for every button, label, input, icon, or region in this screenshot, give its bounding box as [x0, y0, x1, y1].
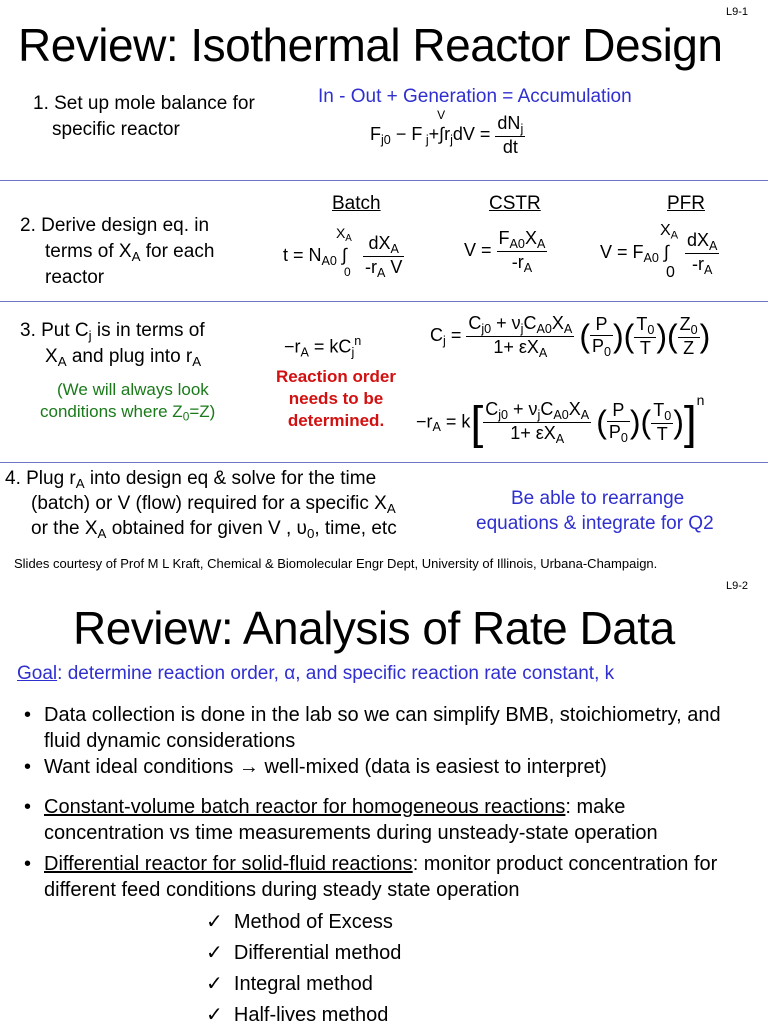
- step-2-line-1: 2. Derive design eq. in: [20, 215, 210, 236]
- pfr-header: PFR: [667, 193, 705, 214]
- blue-note-line-1: Be able to rearrange: [511, 488, 685, 509]
- bullet-item: • Want ideal conditions → well-mixed (data is easiest to interpret): [24, 756, 607, 778]
- divider: [0, 301, 768, 302]
- green-note-line-2: conditions where $Z_0=Z$): [40, 402, 216, 424]
- step-4-line-3: or the $X_A$ obtained for given V , $\upsilon_0$, time, etc: [31, 518, 397, 541]
- step-3-line-1: 3. Put $C_j$ is in terms of: [20, 320, 205, 343]
- step-4-line-2: (batch) or V (flow) required for a specific $X_A$: [31, 493, 396, 516]
- cstr-design-equation: V = $\frac{F_{A0}X_A}{-r_A}$: [464, 228, 546, 275]
- substituted-rate-law: $-r_A = k$[ $\frac{C_{j0} + \nu_jC_{A0}X_A}{1+ \varepsilon X_A}$ ( $\frac{P}{P_0}$ )( $\frac{T_0}{T}$ )]$^n$: [416, 392, 705, 449]
- slide-number: L9-1: [726, 6, 749, 18]
- reaction-order-note: Reaction order needs to be determined.: [276, 367, 396, 430]
- divider: [0, 462, 768, 463]
- step-3-line-2: $X_A$ and plug into $r_A$: [45, 346, 202, 369]
- step-1-line-2: specific reactor: [52, 119, 180, 140]
- checkmark-icon: ✓: [206, 942, 223, 964]
- checkmark-icon: ✓: [206, 1004, 223, 1026]
- mole-balance-words: In - Out + Generation = Accumulation: [318, 86, 632, 107]
- credits: Slides courtesy of Prof M L Kraft, Chemical & Biomolecular Engr Dept, University of Illinois, Urbana-Champaign.: [14, 556, 658, 571]
- checkmark-icon: ✓: [206, 973, 223, 995]
- rate-law: $-r_A = kC_j^n$: [284, 334, 362, 360]
- slide-title: Review: Isothermal Reactor Design: [18, 19, 723, 71]
- mole-balance-equation: $F_{j0} - F$ $_j$+∫ V $r_jdV$ = $\frac{dN_j}{dt}$: [370, 108, 524, 157]
- checkmark-icon: ✓: [206, 911, 223, 933]
- bullet-item: • Data collection is done in the lab so we can simplify BMB, stoichiometry, and fluid dynamic considerations: [24, 704, 721, 752]
- step-2-line-2: terms of $X_A$ for each: [45, 241, 215, 264]
- slide-number: L9-2: [726, 580, 749, 592]
- method-item: ✓ Integral method: [206, 973, 373, 995]
- goal-line: Goal: determine reaction order, α, and specific reaction rate constant, k: [17, 663, 615, 684]
- bullet-list: [24, 702, 744, 903]
- method-item: ✓ Differential method: [206, 942, 402, 964]
- methods-list: [206, 907, 401, 1031]
- slide-title: Review: Analysis of Rate Data: [73, 602, 675, 654]
- step-1-line-1: 1. Set up mole balance for: [33, 93, 255, 114]
- bullet-item: • Constant-volume batch reactor for homogeneous reactions: make concentration vs time measurements during unsteady-state operation: [24, 796, 658, 844]
- pfr-design-equation: $V = F_{A0}$ ∫ $X_A$ 0 $\frac{dX_A}{-r_A}$: [600, 222, 718, 282]
- concentration-equation: $C_j$ = $\frac{C_{j0} + \nu_jC_{A0}X_A}{1+ \varepsilon X_A}$ ( $\frac{P}{P_0}$ )( $\frac{T_0}{T}$ )( $\frac{Z_0}{Z}$ ): [430, 313, 711, 360]
- step-4-line-1: 4. Plug $r_A$ into design eq & solve for the time: [5, 468, 377, 491]
- method-item: ✓ Half-lives method: [206, 1004, 389, 1026]
- green-note-line-1: (We will always look: [57, 380, 209, 399]
- bullet-item: • Differential reactor for solid-fluid reactions: monitor product concentration for different feed conditions during steady state operation: [24, 853, 718, 901]
- blue-note-line-2: equations & integrate for Q2: [476, 513, 714, 534]
- batch-header: Batch: [332, 193, 381, 214]
- cstr-header: CSTR: [489, 193, 541, 214]
- method-item: ✓ Method of Excess: [206, 911, 393, 933]
- divider: [0, 180, 768, 181]
- batch-design-equation: $t = N_{A0}$ ∫ $X_A$ 0 $\frac{dX_A}{-r_A V}$: [283, 225, 403, 280]
- step-2-line-3: reactor: [45, 267, 105, 288]
